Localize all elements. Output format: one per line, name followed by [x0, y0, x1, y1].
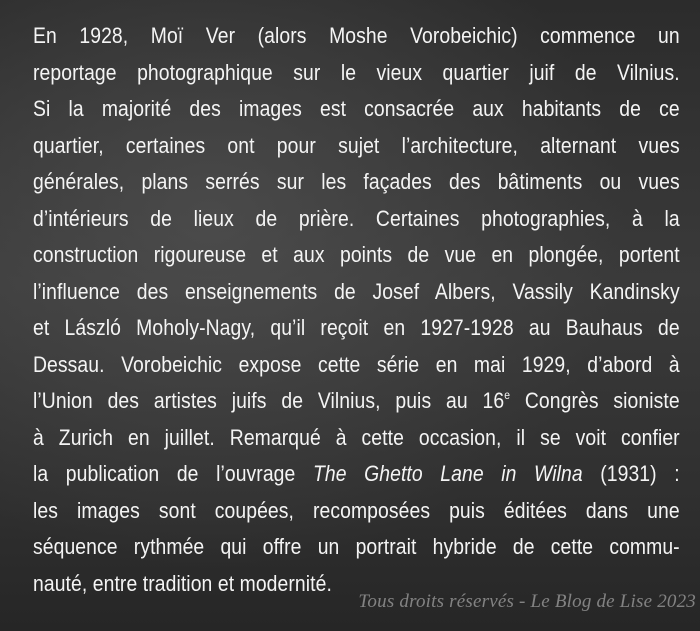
paragraph-line: d’intérieurs de lieux de prière. Certaines photographies, à la — [33, 205, 680, 231]
book-title: The Ghetto Lane in Wilna — [312, 461, 583, 486]
line-text: (1931) : — [582, 461, 680, 486]
paragraph-line: à Zurich en juillet. Remarqué à cette occasion, il se voit confier — [33, 424, 680, 450]
line-text: l’Union des artistes juifs de Vilnius, puis au 16 — [33, 388, 505, 413]
paragraph-line: générales, plans serrés sur les façades des bâtiments ou vues — [33, 169, 680, 194]
paragraph-line: et László Moholy-Nagy, qu’il reçoit en 1927-1928 au Bauhaus de — [33, 315, 680, 340]
paragraph-line: séquence rythmée qui offre un portrait hybride de cette commu- — [33, 534, 680, 559]
paragraph-line: quartier, certaines ont pour sujet l’architecture, alternant vues — [33, 132, 680, 158]
line-text: la publication de l’ouvrage — [33, 461, 313, 486]
watermark: Tous droits réservés - Le Blog de Lise 2023 — [358, 591, 696, 612]
paragraph-line: construction rigoureuse et aux points de vue en plongée, portent — [33, 242, 680, 267]
paragraph-line: reportage photographique sur le vieux quartier juif de Vilnius. — [33, 59, 680, 85]
paragraph-line: En 1928, Moï Ver (alors Moshe Vorobeichic) commence un — [33, 23, 680, 48]
paragraph-line: nauté, entre tradition et modernité. — [33, 570, 332, 596]
ordinal-superscript: e — [504, 388, 511, 402]
line-text: Congrès sioniste — [510, 388, 680, 413]
paragraph-line: les images sont coupées, recomposées puis éditées dans une — [33, 497, 680, 523]
paragraph-line: Dessau. Vorobeichic expose cette série en mai 1929, d’abord à — [33, 351, 680, 377]
paragraph-line-book-title — [33, 456, 680, 493]
paragraph-line: Si la majorité des images est consacrée aux habitants de ce — [33, 96, 680, 121]
paragraph-line-congress — [33, 383, 680, 420]
paragraph-line: l’influence des enseignements de Josef Albers, Vassily Kandinsky — [33, 278, 680, 304]
